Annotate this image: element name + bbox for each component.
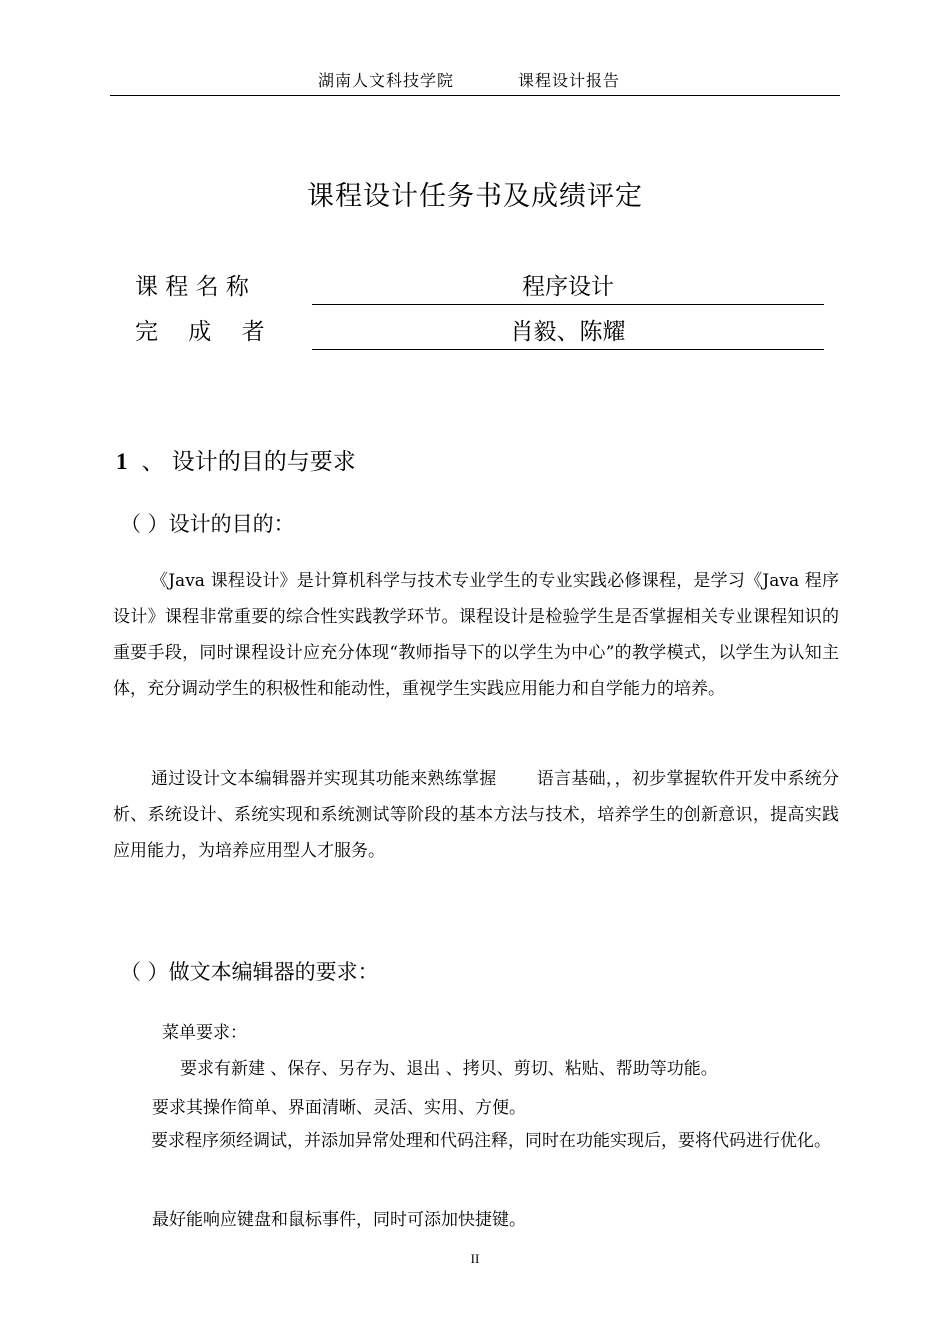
author-label: 完 成 者 <box>135 319 265 345</box>
menu-requirements-items: 要求有新建 、保存、另存为、退出 、拷贝、剪切、粘贴、帮助等功能。 <box>180 1059 718 1079</box>
section-1-number: 1 <box>116 449 128 474</box>
requirement-operation: 要求其操作简单、界面清晰、灵活、实用、方便。 <box>152 1098 526 1118</box>
header-school: 湖南人文科技学院 <box>318 71 455 90</box>
course-name-underline <box>312 304 824 305</box>
requirement-debug-text: 要求程序须经调试，并添加异常处理和代码注释，同时在功能实现后，要将代码进行优化。 <box>151 1131 831 1151</box>
subsection-purpose-heading: （ ）设计的目的： <box>120 512 295 536</box>
purpose-paragraph-1-text: 《Java 课程设计》是计算机科学与技术专业学生的专业实践必修课程，是学习《Java 程序设计》课程非常重要的综合性实践教学环节。课程设计是检验学生是否掌握相关专业课程知识的重要手段，同时课程设计应充分体现“教师指导下的以学生为中心”的教学模式，以学生为认知主体，充分调动学生的积极性和能动性，重视学生实践应用能力和自学能力的培养。 <box>113 571 839 699</box>
author-underline <box>312 349 824 350</box>
requirement-debug <box>113 1123 839 1159</box>
purpose-paragraph-2-text: 通过设计文本编辑器并实现其功能来熟练掌握 语言基础，，初步掌握软件开发中系统分析、系统设计、系统实现和系统测试等阶段的基本方法与技术，培养学生的创新意识，提高实践应用能力，为培养应用型人才服务。 <box>113 769 839 861</box>
course-name-label: 课 程 名 称 <box>135 274 249 300</box>
menu-requirements-label: 菜单要求： <box>162 1023 247 1043</box>
section-1-title: 、 设计的目的与要求 <box>141 449 356 475</box>
purpose-paragraph-1 <box>113 563 839 707</box>
author-value: 肖毅、陈耀 <box>510 319 626 345</box>
header-report-type: 课程设计报告 <box>518 71 621 90</box>
subsection-requirements-heading: （ ）做文本编辑器的要求： <box>120 960 379 984</box>
purpose-paragraph-2 <box>113 761 839 869</box>
page-title: 课程设计任务书及成绩评定 <box>307 181 643 212</box>
course-name-value: 程序设计 <box>522 274 614 300</box>
requirement-events: 最好能响应键盘和鼠标事件，同时可添加快捷键。 <box>152 1210 526 1230</box>
section-1-heading <box>116 443 356 476</box>
header-divider <box>110 95 840 96</box>
page-number: II <box>470 1251 480 1266</box>
